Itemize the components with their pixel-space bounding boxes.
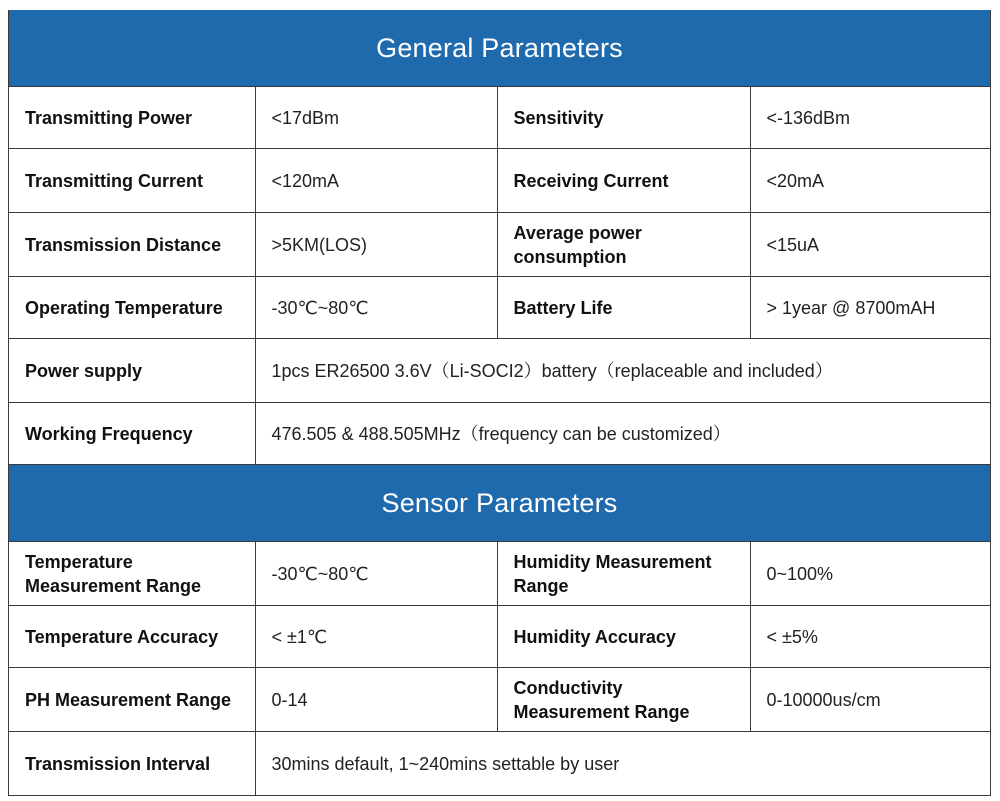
- param-value: > 1year @ 8700mAH: [750, 277, 990, 339]
- param-value: -30℃~80℃: [255, 542, 497, 606]
- table-row: [9, 339, 990, 403]
- param-label: Sensitivity: [497, 87, 750, 149]
- param-value: 476.505 & 488.505MHz（frequency can be customized）: [255, 403, 990, 465]
- sensor-parameters-title: Sensor Parameters: [381, 487, 618, 518]
- param-value: -30℃~80℃: [255, 277, 497, 339]
- table-row: [9, 403, 990, 465]
- table-row: [9, 542, 990, 606]
- param-value: <120mA: [255, 149, 497, 213]
- table-row: [9, 213, 990, 277]
- table-row: [9, 87, 990, 149]
- param-label: Transmission Interval: [9, 732, 255, 796]
- param-label: Transmitting Current: [9, 149, 255, 213]
- param-label: Power supply: [9, 339, 255, 403]
- table-row: [9, 668, 990, 732]
- param-label: Temperature Measurement Range: [9, 542, 255, 606]
- general-parameters-table: [9, 86, 990, 465]
- param-label: PH Measurement Range: [9, 668, 255, 732]
- general-parameters-title: General Parameters: [376, 32, 623, 63]
- table-row: [9, 277, 990, 339]
- param-label: Humidity Accuracy: [497, 606, 750, 668]
- param-label: Transmitting Power: [9, 87, 255, 149]
- param-value: 0~100%: [750, 542, 990, 606]
- param-value: 0-10000us/cm: [750, 668, 990, 732]
- param-value: >5KM(LOS): [255, 213, 497, 277]
- param-label: Average power consumption: [497, 213, 750, 277]
- param-value: 0-14: [255, 668, 497, 732]
- param-value: < ±5%: [750, 606, 990, 668]
- param-label: Temperature Accuracy: [9, 606, 255, 668]
- param-label: Battery Life: [497, 277, 750, 339]
- sensor-parameters-table: [9, 541, 990, 796]
- param-value: <20mA: [750, 149, 990, 213]
- param-label: Transmission Distance: [9, 213, 255, 277]
- general-parameters-header: [9, 10, 990, 86]
- param-label: Humidity Measurement Range: [497, 542, 750, 606]
- sensor-parameters-header: [9, 465, 990, 541]
- parameters-sheet: [8, 10, 991, 796]
- table-row: [9, 149, 990, 213]
- table-row: [9, 732, 990, 796]
- param-label: Operating Temperature: [9, 277, 255, 339]
- param-value: <15uA: [750, 213, 990, 277]
- table-row: [9, 606, 990, 668]
- param-label: Working Frequency: [9, 403, 255, 465]
- param-value: 1pcs ER26500 3.6V（Li-SOCI2）battery（replaceable and included）: [255, 339, 990, 403]
- param-value: < ±1℃: [255, 606, 497, 668]
- param-value: <-136dBm: [750, 87, 990, 149]
- param-label: Receiving Current: [497, 149, 750, 213]
- param-value: <17dBm: [255, 87, 497, 149]
- param-value: 30mins default, 1~240mins settable by user: [255, 732, 990, 796]
- param-label: Conductivity Measurement Range: [497, 668, 750, 732]
